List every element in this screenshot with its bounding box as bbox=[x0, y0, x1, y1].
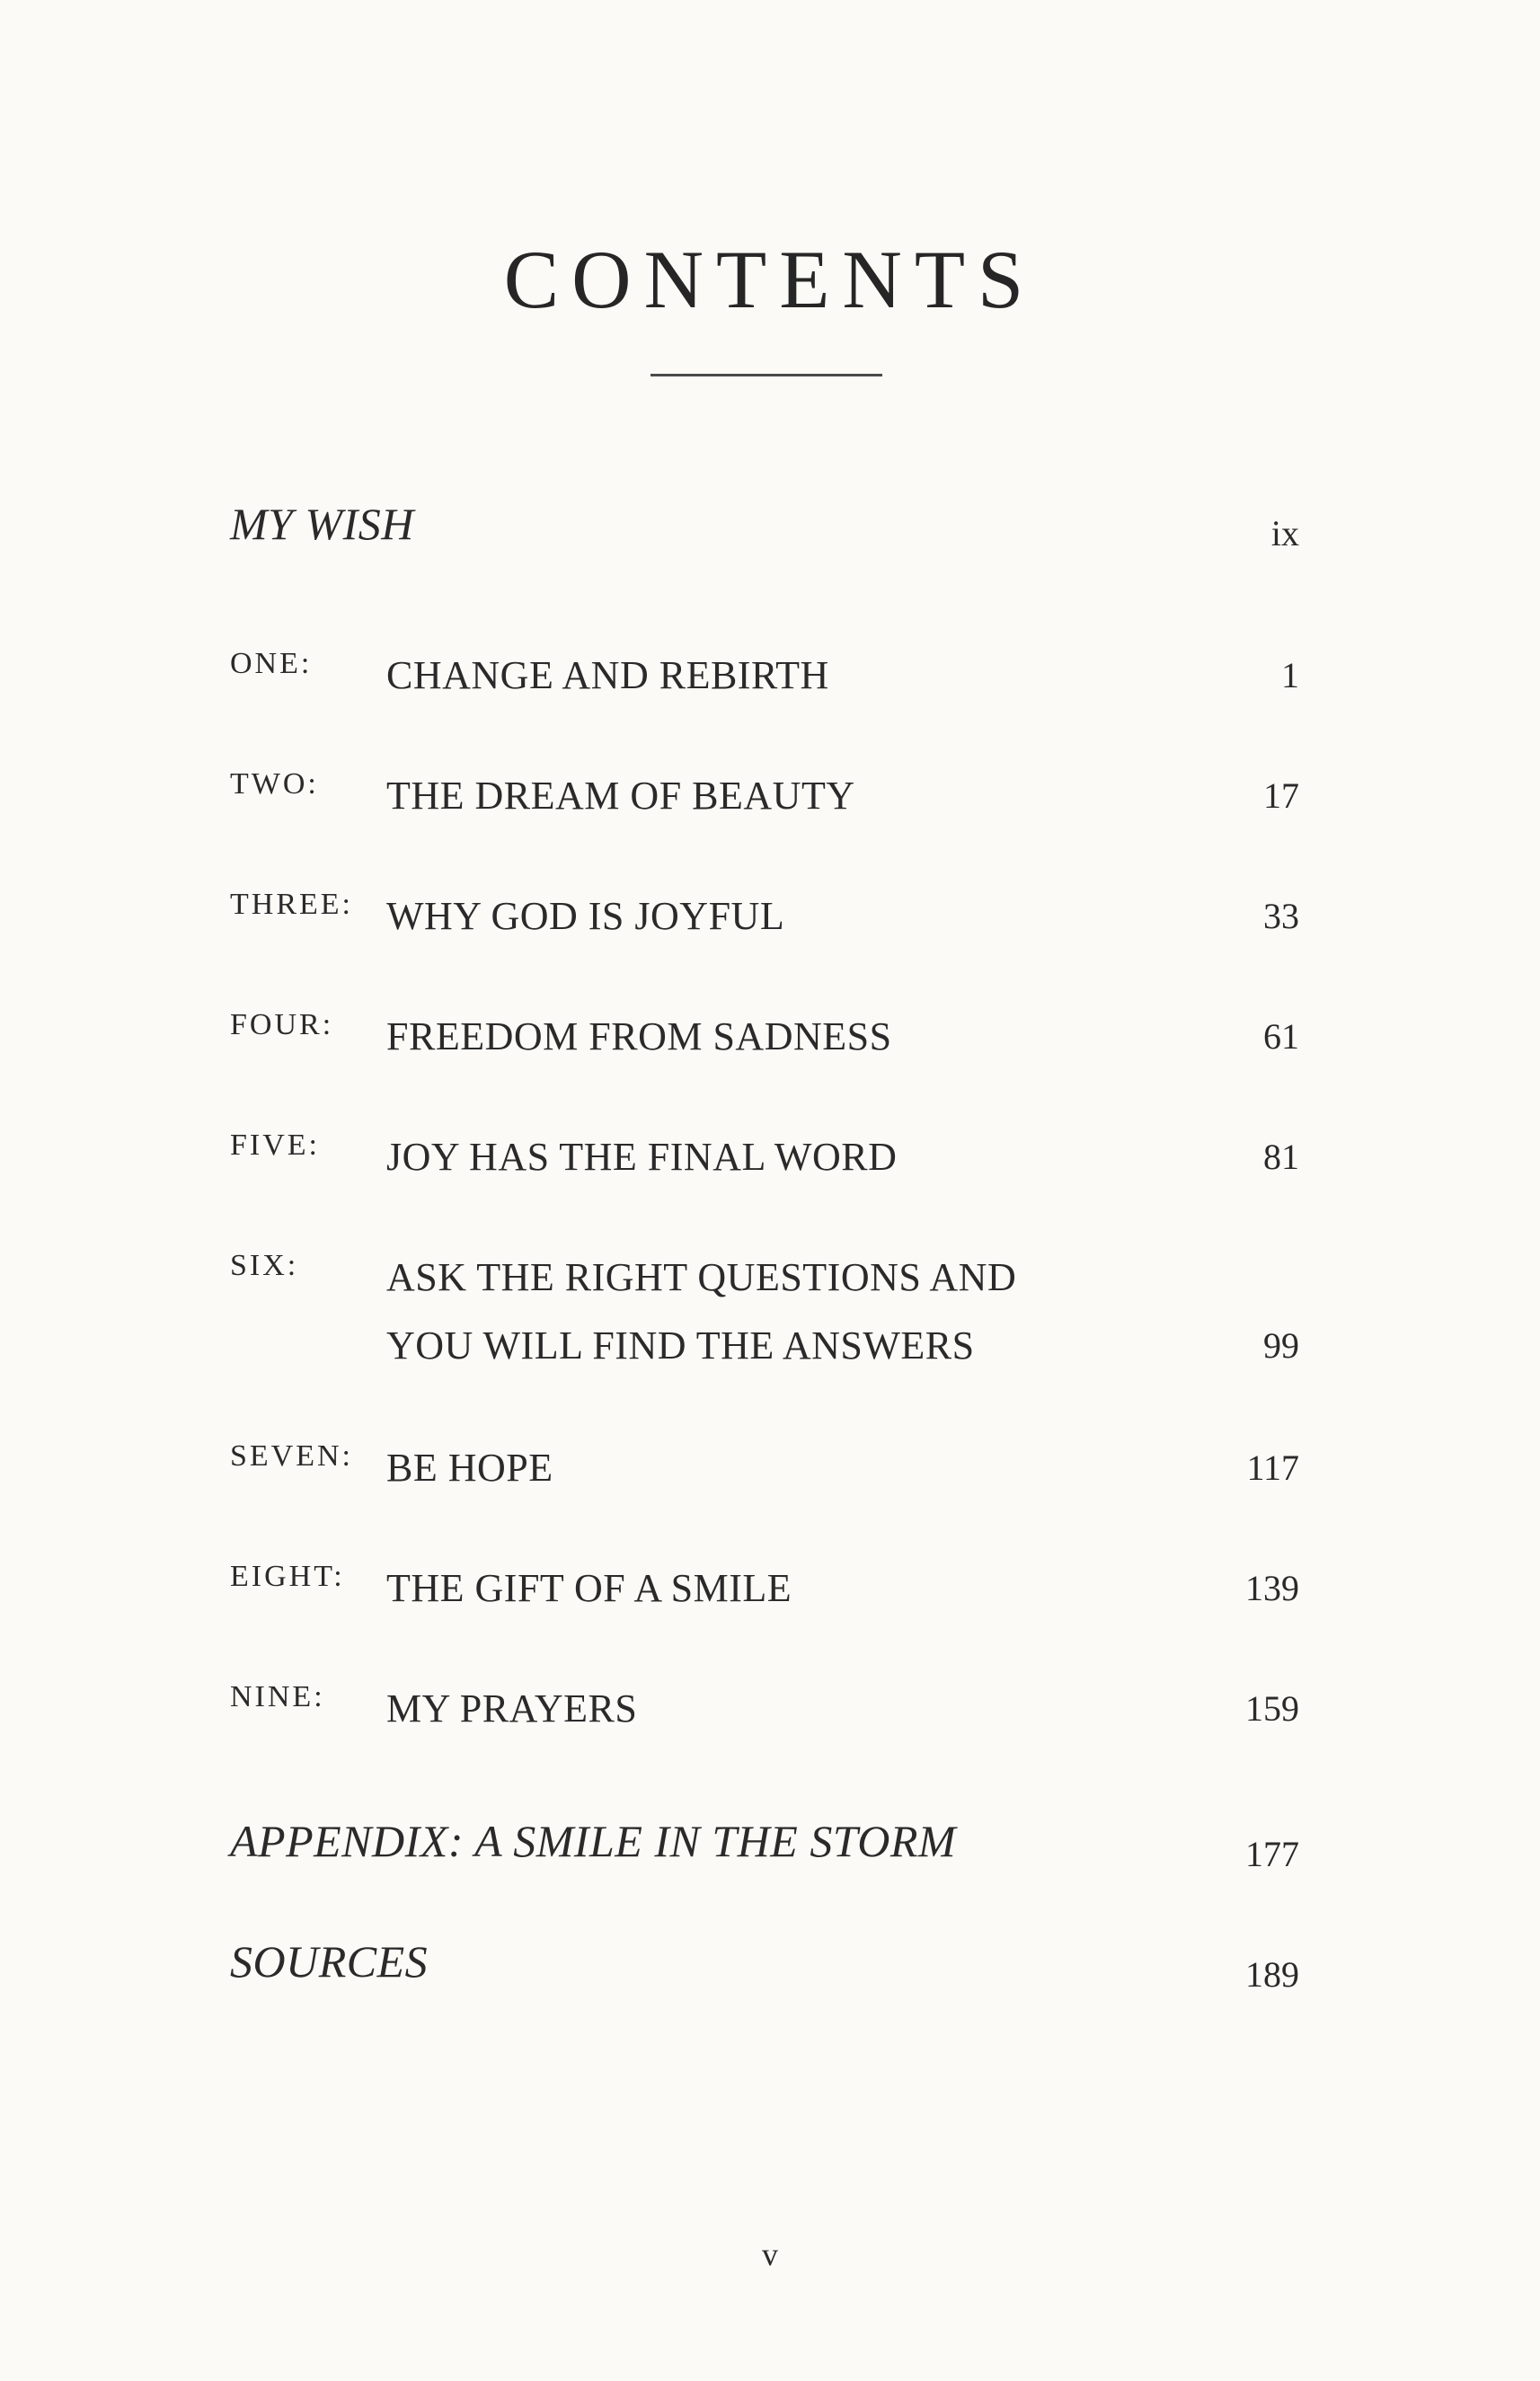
chapter-page: 81 bbox=[1263, 1137, 1299, 1177]
toc-entry-sources[interactable] bbox=[230, 1935, 1299, 2007]
toc-entry-appendix[interactable] bbox=[230, 1815, 1299, 1887]
toc-entry-title: MY WISH bbox=[230, 499, 414, 549]
chapter-number: FIVE: bbox=[230, 1129, 320, 1162]
chapter-number: FOUR: bbox=[230, 1008, 334, 1041]
chapter-title: THE GIFT OF A SMILE bbox=[386, 1566, 792, 1610]
chapter-title: CHANGE AND REBIRTH bbox=[386, 653, 829, 697]
toc-entry-chapter-nine[interactable] bbox=[230, 1675, 1299, 1747]
chapter-page: 99 bbox=[1263, 1325, 1299, 1366]
chapter-number: SEVEN: bbox=[230, 1439, 353, 1473]
toc-entry-chapter-two[interactable] bbox=[230, 762, 1299, 834]
toc-entry-chapter-eight[interactable] bbox=[230, 1554, 1299, 1626]
toc-entry-my-wish[interactable] bbox=[230, 498, 1299, 570]
chapter-page: 139 bbox=[1245, 1568, 1299, 1608]
toc-entry-title: SOURCES bbox=[230, 1936, 429, 1987]
chapter-number: ONE: bbox=[230, 647, 313, 680]
chapter-title: BE HOPE bbox=[386, 1446, 553, 1490]
chapter-page: 17 bbox=[1263, 775, 1299, 816]
chapter-title-line-2: YOU WILL FIND THE ANSWERS bbox=[386, 1323, 975, 1368]
chapter-number: TWO: bbox=[230, 767, 319, 801]
chapter-number: EIGHT: bbox=[230, 1560, 345, 1593]
chapter-title: FREEDOM FROM SADNESS bbox=[386, 1014, 892, 1058]
chapter-title: MY PRAYERS bbox=[386, 1686, 638, 1730]
chapter-title: WHY GOD IS JOYFUL bbox=[386, 894, 785, 938]
toc-entry-chapter-five[interactable] bbox=[230, 1123, 1299, 1195]
chapter-page: 1 bbox=[1281, 655, 1299, 695]
toc-entry-page: 177 bbox=[1245, 1834, 1299, 1874]
chapter-number: NINE: bbox=[230, 1680, 325, 1713]
toc-entry-chapter-one[interactable] bbox=[230, 642, 1299, 713]
toc-entry-page: ix bbox=[1270, 513, 1299, 553]
chapter-title: JOY HAS THE FINAL WORD bbox=[386, 1135, 898, 1179]
chapter-number: SIX: bbox=[230, 1249, 299, 1282]
title-divider bbox=[651, 374, 882, 376]
chapter-number: THREE: bbox=[230, 888, 353, 921]
page-title: CONTENTS bbox=[503, 234, 1037, 325]
toc-entry-chapter-seven[interactable] bbox=[230, 1434, 1299, 1506]
chapter-page: 61 bbox=[1263, 1016, 1299, 1057]
page-folio: v bbox=[762, 2236, 778, 2272]
toc-entry-page: 189 bbox=[1245, 1954, 1299, 1995]
toc-entry-chapter-four[interactable] bbox=[230, 1003, 1299, 1075]
toc-entry-chapter-three[interactable] bbox=[230, 882, 1299, 954]
chapter-title: THE DREAM OF BEAUTY bbox=[386, 774, 855, 818]
chapter-title-line-1: ASK THE RIGHT QUESTIONS AND bbox=[386, 1255, 1017, 1299]
chapter-page: 117 bbox=[1246, 1447, 1299, 1488]
chapter-page: 33 bbox=[1263, 896, 1299, 936]
toc-entry-chapter-six[interactable] bbox=[230, 1244, 1299, 1384]
toc-entry-title: APPENDIX: A SMILE IN THE STORM bbox=[230, 1816, 957, 1866]
chapter-page: 159 bbox=[1245, 1688, 1299, 1729]
